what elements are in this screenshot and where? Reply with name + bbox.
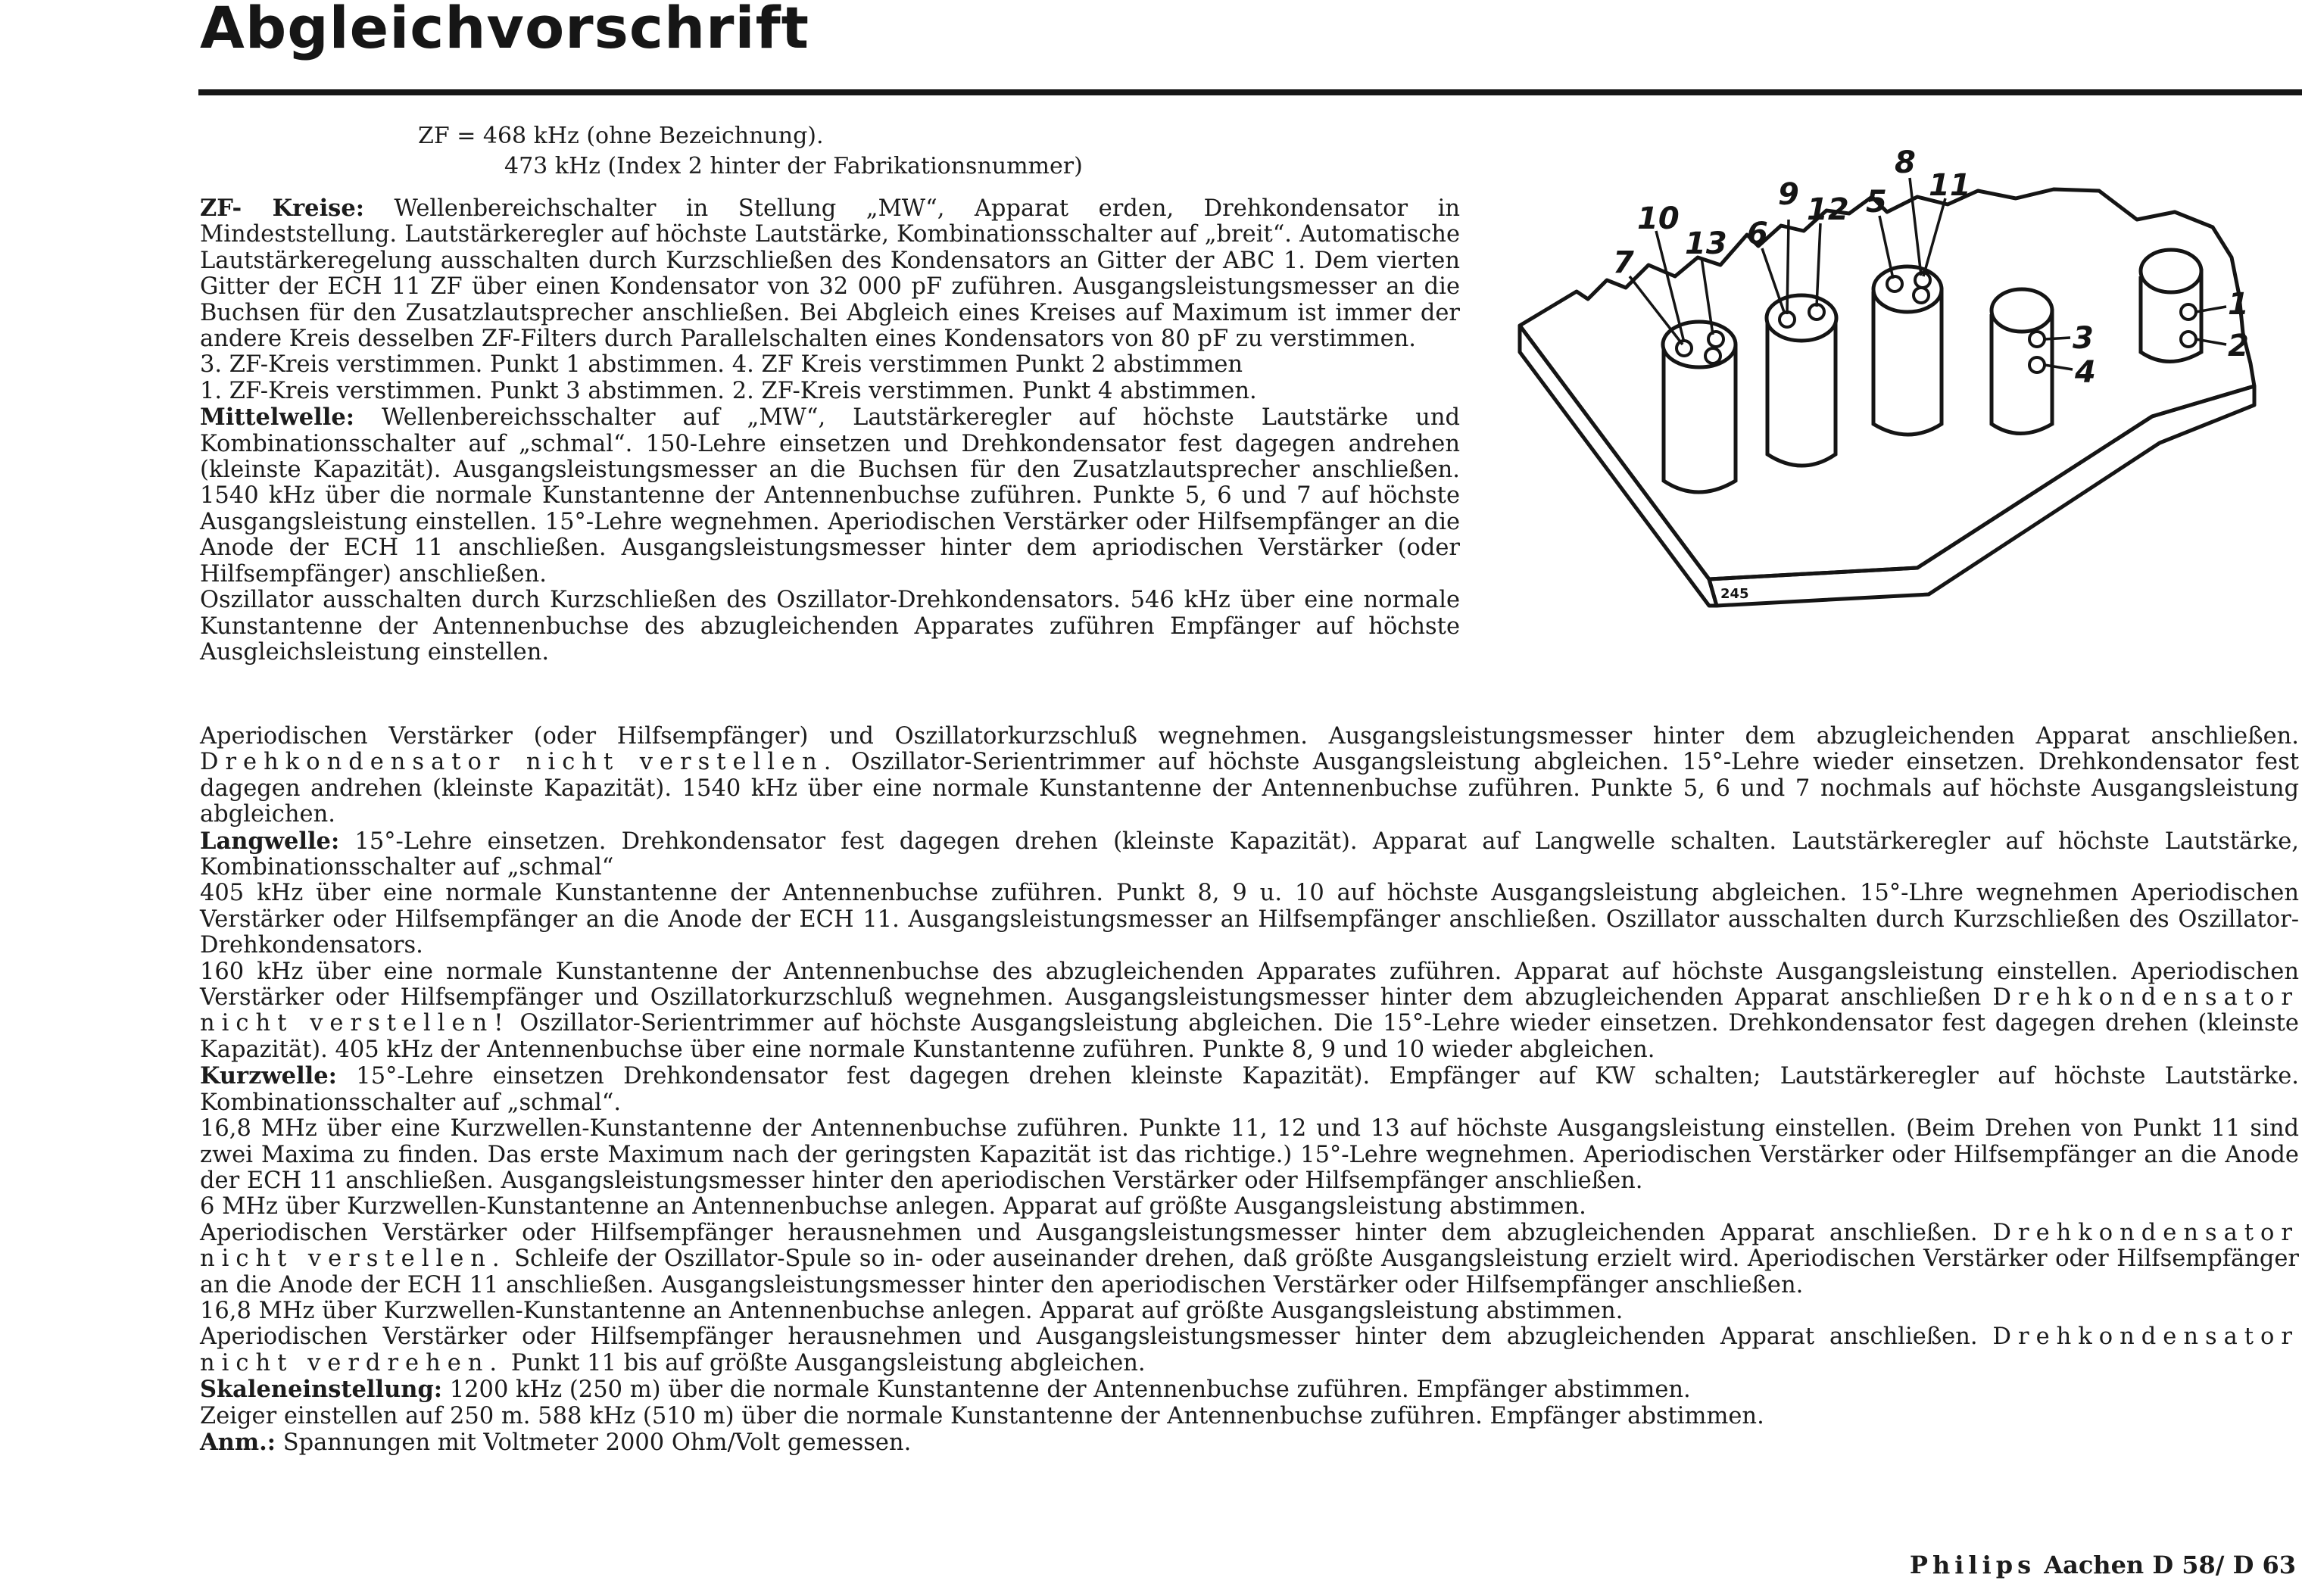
kurzwelle-oszillator-paragraph — [200, 1220, 2299, 1298]
zf-frequency-block — [418, 121, 1083, 182]
zf-line-2: 473 kHz (Index 2 hinter der Fabrikationsnummer) — [504, 153, 1083, 179]
anmerkung-text: Spannungen mit Voltmeter 2000 Ohm/Volt gemessen. — [282, 1429, 912, 1456]
diagram-label-1: 1 — [2228, 287, 2249, 322]
footer-models: Aachen D 58/ D 63 — [2044, 1551, 2296, 1579]
coil-layout-diagram — [1493, 144, 2266, 689]
kurzwelle-oszillator-text-a: Aperiodischen Verstärker oder Hilfsempfänger herausnehmen und Ausgangsleistungsmesser hinter dem abzugleichenden Apparat anschließen. — [200, 1219, 1978, 1246]
zf-kreise-heading: ZF- Kreise: — [200, 195, 364, 222]
zf-line-1: ZF = 468 kHz (ohne Bezeichnung). — [418, 123, 824, 149]
skaleneinstellung-paragraph — [200, 1376, 2299, 1403]
diagram-label-11: 11 — [1929, 168, 1971, 203]
mittelwelle-text: Wellenbereichsschalter auf „MW“, Lautstärkeregler auf höchste Lautstärke und Kombinationsschalter auf „schmal“. 150-Lehre einsetzen und Drehkondensator fest dagegen andrehen (kleinste Kapazität). Ausgangsleistungsmesser an die Buchsen für den Zusatzlautsprecher anschließen. 1540 kHz über die normale Kunstantenne der Antennenbuchse zuführen. Punkte 5, 6 und 7 auf höchste Ausgangsleistung einstellen. 15°-Lehre wegnehmen. Aperiodischen Verstärker oder Hilfsempfänger an die Anode der ECH 11 anschließen. Ausgangsleistungsmesser hinter dem apriodischen Verstärker (oder Hilfsempfänger) anschließen. — [200, 404, 1460, 588]
figure-number: 245 — [1720, 586, 1749, 602]
langwelle-405-paragraph: 405 kHz über eine normale Kunstantenne der Antennenbuchse zuführen. Punkt 8, 9 u. 10 auf höchste Ausgangsleistung abgleichen. 15°-Lhre wegnehmen Aperiodischen Verstärker oder Hilfsempfänger an die Anode der ECH 11. Ausgangsleistungsmesser an Hilfsempfänger anschließen. Oszillator ausschalten durch Kurzschließen des Oszillator-Drehkondensators. — [200, 880, 2299, 959]
diagram-label-2: 2 — [2228, 329, 2249, 363]
mittelwelle-oszillator-paragraph: Oszillator ausschalten durch Kurzschließen des Oszillator-Drehkondensators. 546 kHz über eine normale Kunstantenne der Antennenbuchse des abzugleichenden Apparates zuführen Empfänger auf höchste Ausgleichsleistung einstellen. — [200, 587, 1460, 666]
diagram-label-5: 5 — [1866, 185, 1887, 220]
kurzwelle-final-text-a: Aperiodischen Verstärker oder Hilfsempfänger herausnehmen und Ausgangsleistungsmesser hinter dem abzugleichenden Apparat anschließen. — [200, 1323, 1978, 1351]
diagram-label-8: 8 — [1895, 145, 1916, 180]
diagram-label-7: 7 — [1613, 245, 1634, 280]
skaleneinstellung-heading: Skaleneinstellung: — [200, 1376, 443, 1404]
diagram-label-4: 4 — [2075, 355, 2096, 390]
kurzwelle-final-paragraph — [200, 1324, 2299, 1376]
wide-text-column — [200, 724, 2299, 1456]
zf-kreise-step-1: 3. ZF-Kreis verstimmen. Punkt 1 abstimmen. 4. ZF Kreis verstimmen Punkt 2 abstimmen — [200, 351, 1243, 379]
diagram-label-9: 9 — [1778, 177, 1799, 212]
kurzwelle-paragraph — [200, 1063, 2299, 1116]
kurzwelle-16mhz-second-paragraph: 16,8 MHz über Kurzwellen-Kunstantenne an Antennenbuchse anlegen. Apparat auf größte Ausgangsleistung abstimmen. — [200, 1297, 1624, 1324]
langwelle-spaced-warning: Drehkondensator nicht verstellen! — [200, 984, 2299, 1037]
footer-brand: Philips — [1909, 1551, 2036, 1579]
diagram-label-6: 6 — [1747, 217, 1768, 251]
diagram-label-12: 12 — [1807, 192, 1849, 227]
langwelle-160-paragraph — [200, 959, 2299, 1064]
langwelle-160-text-a: 160 kHz über eine normale Kunstantenne der Antennenbuchse des abzugleichenden Apparates zuführen. Apparat auf höchste Ausgangsleistung einstellen. Aperiodischen Verstärker oder Hilfsempfänger und Oszillatorkurzschluß wegnehmen. Ausgangsleistungsmesser hinter dem abzugleichenden Apparat anschließen — [200, 958, 2299, 1012]
mittelwelle-heading: Mittelwelle: — [200, 404, 355, 432]
kurzwelle-spaced-warning-2: Drehkondensator nicht verdrehen. — [200, 1323, 2299, 1376]
langwelle-paragraph — [200, 828, 2299, 881]
anmerkung-heading: Anm.: — [200, 1428, 276, 1456]
langwelle-heading: Langwelle: — [200, 827, 340, 855]
langwelle-text: 15°-Lehre einsetzen. Drehkondensator fest dagegen drehen (kleinste Kapazität). Apparat auf Langwelle schalten. Lautstärkeregler auf höchste Lautstärke, Kombinationsschalter auf „schmal“ — [200, 828, 2299, 881]
kurzwelle-final-text-b: Punkt 11 bis auf größte Ausgangsleistung abgleichen. — [510, 1349, 1146, 1376]
skaleneinstellung-zeiger-paragraph: Zeiger einstellen auf 250 m. 588 kHz (510 m) über die normale Kunstantenne der Antennenbuchse zuführen. Empfänger abstimmen. — [200, 1402, 1764, 1429]
diagram-label-13: 13 — [1685, 226, 1727, 261]
kurzwelle-oszillator-text-b: Schleife der Oszillator-Spule so in- oder auseinander drehen, daß größte Ausgangsleistung erzielt wird. Aperiodischen Verstärker oder Hilfsempfänger an die Anode der ECH 11 anschließen. Ausgangsleistungsmesser hinter den aperiodischen Verstärker oder Hilfsempfänger anschließen. — [200, 1245, 2299, 1298]
footer-model-reference — [1910, 1551, 2296, 1579]
mittelwelle-trimmer-text-b: Oszillator-Serientrimmer auf höchste Ausgangsleistung abgleichen. 15°-Lehre wieder einsetzen. Drehkondensator fest dagegen andrehen (kleinste Kapazität). 1540 kHz über eine normale Kunstantenne der Antennenbuchse zuführen. Punkte 5, 6 und 7 nochmals auf höchste Ausgangsleistung abgleichen. — [200, 749, 2300, 828]
kurzwelle-heading: Kurzwelle: — [200, 1062, 337, 1090]
zf-kreise-step-2: 1. ZF-Kreis verstimmen. Punkt 3 abstimmen. 2. ZF-Kreis verstimmen. Punkt 4 abstimmen. — [200, 377, 1257, 404]
diagram-label-10: 10 — [1637, 201, 1680, 236]
kurzwelle-16mhz-paragraph: 16,8 MHz über eine Kurzwellen-Kunstantenne der Antennenbuchse zuführen. Punkte 11, 12 und 13 auf höchste Ausgangsleistung einstellen. (Beim Drehen von Punkt 11 sind zwei Maxima zu finden. Das erste Maximum nach der geringsten Kapazität ist das richtige.) 15°-Lehre wegnehmen. Aperiodischen Verstärker oder Hilfsempfänger an die Anode der ECH 11 anschließen. Ausgangsleistungsmesser hinter den aperiodischen Verstärker oder Hilfsempfänger anschließen. — [200, 1115, 2299, 1194]
anmerkung-paragraph — [200, 1429, 2299, 1456]
title-rule — [198, 89, 2302, 95]
kurzwelle-spaced-warning-1: Drehkondensator nicht verstellen. — [200, 1219, 2299, 1273]
narrow-text-column — [200, 195, 1460, 666]
mittelwelle-trimmer-paragraph — [200, 724, 2299, 828]
kurzwelle-text: 15°-Lehre einsetzen Drehkondensator fest dagegen drehen kleinste Kapazität). Empfänger auf KW schalten; Lautstärkeregler auf höchste Lautstärke. Kombinationsschalter auf „schmal“. — [200, 1063, 2300, 1116]
skaleneinstellung-text: 1200 kHz (250 m) über die normale Kunstantenne der Antennenbuchse zuführen. Empfänger abstimmen. — [449, 1376, 1691, 1404]
zf-kreise-paragraph — [200, 195, 1460, 352]
kurzwelle-6mhz-paragraph: 6 MHz über Kurzwellen-Kunstantenne an Antennenbuchse anlegen. Apparat auf größte Ausgangsleistung abstimmen. — [200, 1193, 1586, 1220]
mittelwelle-spaced-warning: Drehkondensator nicht verstellen. — [200, 749, 838, 776]
diagram-label-3: 3 — [2073, 321, 2094, 356]
zf-kreise-text: Wellenbereichschalter in Stellung „MW“, Apparat erden, Drehkondensator in Mindeststellung. Lautstärkeregler auf höchste Lautstärke, Kombinationsschalter auf „breit“. Automatische Lautstärkeregelung ausschalten durch Kurzschließen des Kondensators an Gitter der ABC 1. Dem vierten Gitter der ECH 11 ZF über einen Kondensator von 32 000 pF zuführen. Ausgangsleistungsmesser an die Buchsen für den Zusatzlautsprecher anschließen. Bei Abgleich eines Kreises auf Maximum ist immer der andere Kreis desselben ZF-Filters durch Parallelschalten eines Kondensators von 80 pF zu verstimmen. — [200, 195, 1460, 353]
langwelle-160-text-b: Oszillator-Serientrimmer auf höchste Ausgangsleistung abgleichen. Die 15°-Lehre wieder einsetzen. Drehkondensator fest dagegen drehen (kleinste Kapazität). 405 kHz der Antennenbuchse über eine normale Kunstantenne zuführen. Punkte 8, 9 und 10 wieder abgleichen. — [200, 1010, 2299, 1063]
mittelwelle-trimmer-text-a: Aperiodischen Verstärker (oder Hilfsempfänger) und Oszillatorkurzschluß wegnehmen. Ausgangsleistungsmesser hinter dem abzugleichenden Apparat anschließen. — [200, 723, 2299, 750]
page-title: Abgleichvorschrift — [200, 0, 809, 61]
mittelwelle-paragraph — [200, 404, 1460, 588]
